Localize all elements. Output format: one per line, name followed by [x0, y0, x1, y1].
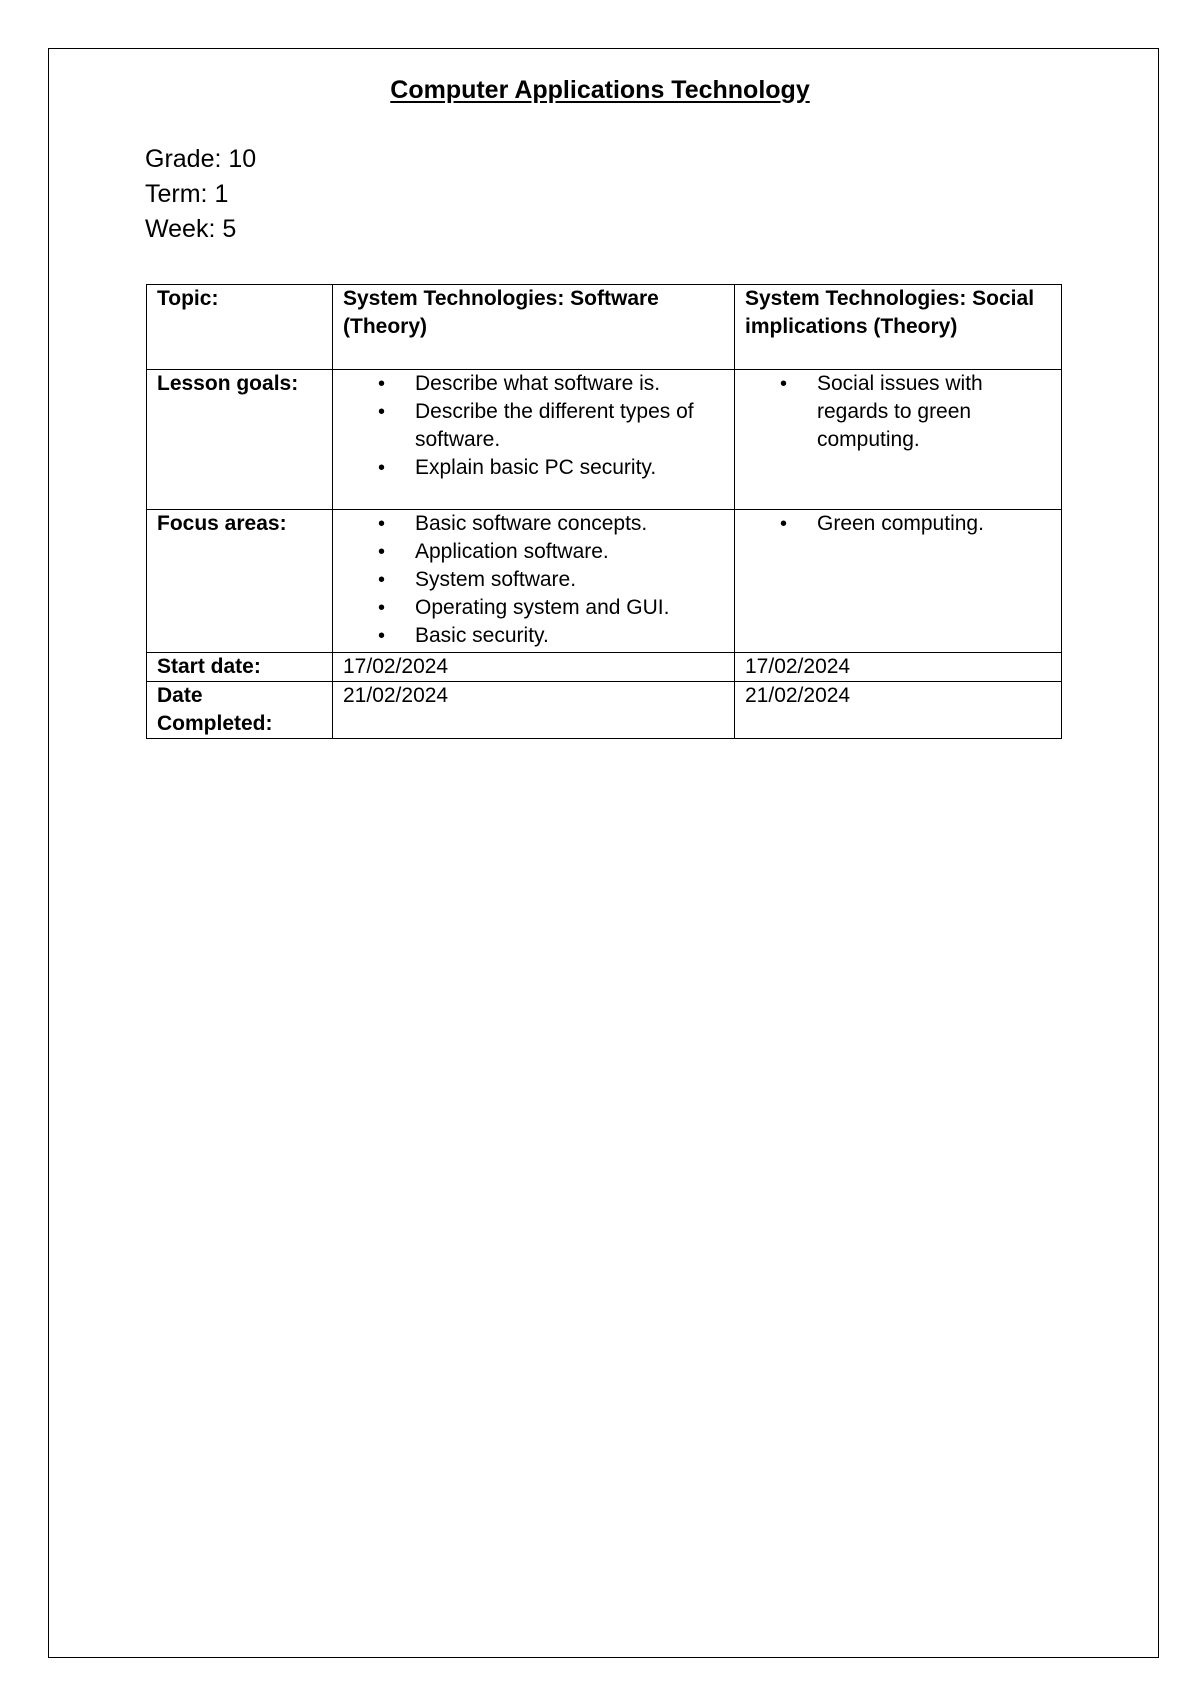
grade-line: Grade: 10 — [145, 145, 257, 173]
lesson-goals-list-2 — [745, 370, 1051, 454]
focus-areas-column-2 — [735, 510, 1062, 653]
focus-areas-column-1 — [333, 510, 735, 653]
focus-areas-label: Focus areas: — [147, 510, 333, 653]
lesson-goals-label: Lesson goals: — [147, 370, 333, 510]
lesson-plan-table — [146, 284, 1062, 739]
list-item: • Application software. — [343, 538, 724, 566]
focus-areas-list-1 — [343, 510, 724, 650]
date-completed-column-1: 21/02/2024 — [333, 682, 735, 739]
focus-areas-list-2 — [745, 510, 1051, 538]
lesson-goals-list-1 — [343, 370, 724, 482]
list-item: • Operating system and GUI. — [343, 594, 724, 622]
list-item: • Describe the different types of software. — [343, 398, 724, 454]
document-meta — [145, 142, 256, 247]
table-row-focus-areas — [147, 510, 1062, 653]
lesson-goals-column-1 — [333, 370, 735, 510]
start-date-label: Start date: — [147, 653, 333, 682]
table-row-lesson-goals — [147, 370, 1062, 510]
topic-column-1: System Technologies: Software (Theory) — [333, 285, 735, 370]
list-item: • Basic software concepts. — [343, 510, 724, 538]
table-row-topic — [147, 285, 1062, 370]
table-row-date-completed — [147, 682, 1062, 739]
term-line: Term: 1 — [145, 180, 229, 208]
topic-label: Topic: — [147, 285, 333, 370]
list-item: • Social issues with regards to green computing. — [745, 370, 1051, 454]
document-title: Computer Applications Technology — [390, 76, 810, 104]
start-date-column-2: 17/02/2024 — [735, 653, 1062, 682]
week-line: Week: 5 — [145, 215, 237, 243]
list-item: • Green computing. — [745, 510, 1051, 538]
table-row-start-date — [147, 653, 1062, 682]
topic-column-2: System Technologies: Social implications (Theory) — [735, 285, 1062, 370]
date-completed-column-2: 21/02/2024 — [735, 682, 1062, 739]
list-item: • Describe what software is. — [343, 370, 724, 398]
list-item: • System software. — [343, 566, 724, 594]
list-item: • Explain basic PC security. — [343, 454, 724, 482]
start-date-column-1: 17/02/2024 — [333, 653, 735, 682]
list-item: • Basic security. — [343, 622, 724, 650]
date-completed-label: Date Completed: — [147, 682, 333, 739]
lesson-goals-column-2 — [735, 370, 1062, 510]
